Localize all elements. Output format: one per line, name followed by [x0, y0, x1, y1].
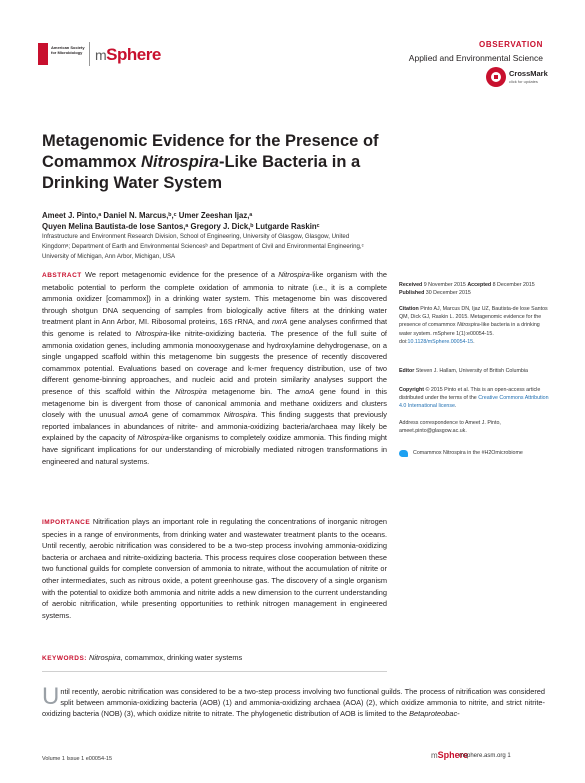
importance-section: IMPORTANCE Nitrification plays an important role in regulating the concentrations of inorganic nitrogen species in a range of environments, from drinking water and wastewater treatment plants to the oceans. Until recently, aerobic nitrification was considered to be a two-step process involving ammonia-oxidizing bacteria or archaea and nitrite-oxidizing bacteria. This process requires close cooperation between these two functional guilds for complete conversion of ammonia to nitrate, without the accumulation of nitrite or other intermediates, such as nitrous oxide, a potent greenhouse gas. The discovery of a single organism with the potential to oxidize both ammonia and nitrite adds a new dimension to the current understanding of aerobic nitrification, while presenting opportunities to rethink nitrogen management in engineered systems. [42, 517, 387, 620]
article-title: Metagenomic Evidence for the Presence of Comammox Nitrospira-Like Bacteria in a Drinking Water System [42, 132, 379, 192]
twitter-hashtag[interactable] [399, 449, 563, 457]
editor-info: Editor Steven J. Hallam, University of British Columbia [399, 368, 528, 374]
importance-label: IMPORTANCE [42, 519, 91, 526]
header-divider [89, 42, 90, 66]
article-type: OBSERVATION [479, 40, 543, 49]
main-text: Until recently, aerobic nitrification was considered to be a two-step process involving two functional guilds. The process of nitrification was considered split between ammonia-oxidizing bacteria (AOB) (1) and ammonia-oxidizing archaea (AOA) (2), which oxidize ammonia to nitrite, and strict nitrite-oxidizing bacteria (NOB) (3), which oxidize nitrite to nitrate. The phylogenetic distribution of AOB is limited to the Betaproteobac- [42, 683, 545, 719]
asm-logo-mark [38, 43, 48, 65]
abstract: ABSTRACT We report metagenomic evidence for the presence of a Nitrospira-like organism with the metabolic potential to perform the complete oxidation of ammonia to nitrate (i.e., it is a complete ammonia oxidizer [comammox]) in a drinking water system. This metagenome bin was discovered through shotgun DNA sequencing of samples from biologically active filters at the drinking water treatment plant in Ann Arbor, MI. Ribosomal proteins, 16S rRNA, and nxrA gene analyses confirmed that this genome is related to Nitrospira-like nitrite-oxidizing bacteria. The presence of the full suite of ammonia oxidation genes, including ammonia monooxygenase and hydroxylamine dehydrogenase, on a single ungapped scaffold within this metagenome bin suggests the presence of recently discovered comammox potential. Evaluations based on coverage and k-mer frequency distribution, use of two different genome-binning approaches, and nucleic acid and protein similarity analyses support the presence of this scaffold within the Nitrospira metagenome bin. The amoA gene found in this metagenome bin is divergent from those of canonical ammonia and methane oxidizers and clusters closely with the unusual amoA gene of comammox Nitrospira. This finding suggests that previously reported imbalances in abundances of nitrite- and ammonia-oxidizing bacteria/archaea may likely be explained by the capacity of Nitrospira-like organisms to completely oxidize ammonia. This finding might have significant implications for our understanding of microbially mediated nitrogen transformations in engineered and natural systems. [42, 270, 387, 466]
correspondence-address: Address correspondence to Ameet J. Pinto, ameet.pinto@glasgow.ac.uk. [399, 420, 501, 435]
crossmark-sublabel: click for updates [509, 79, 538, 84]
citation-info: Citation Pinto AJ, Marcus DN, Ijaz UZ, Bautista-de lose Santos QM, Dick GJ, Raskin L. 2015. Metagenomic evidence for the presence of comammox Nitrospira-like bacteria in a drinking water system. mSphere 1(1):e00054-15. doi:10.1128/mSphere.00054-15. [399, 306, 548, 345]
license-link[interactable]: Creative Commons Attribution 4.0 International license [399, 395, 549, 410]
copyright-info: Copyright © 2015 Pinto et al. This is an open-access article distributed under the terms of the Creative Commons Attribution 4.0 International license. [399, 387, 549, 410]
crossmark-icon [486, 67, 506, 87]
keywords-label: KEYWORDS: [42, 655, 87, 662]
affiliations: Infrastructure and Environment Research Division, School of Engineering, University of Glasgow, Glasgow, United Kingdomᵃ; Department of Earth and Environmental Sciencesᵇ and Department of Civil and Environmental Engineering,ᶜ University of Michigan, Ann Arbor, Michigan, USA [42, 233, 364, 260]
asm-logo [38, 43, 84, 65]
footer-volume-info: Volume 1 Issue 1 e00054-15 [42, 756, 113, 762]
journal-logo-name: Sphere [106, 45, 161, 64]
footer-website-page: msphere.asm.org 1 [459, 753, 511, 759]
crossmark-button[interactable] [486, 66, 546, 90]
article-category: Applied and Environmental Science [408, 53, 543, 63]
keywords: KEYWORDS: Nitrospira, comammox, drinking water systems [42, 653, 243, 662]
author-list [42, 210, 372, 232]
footer-journal-logo: mSphere [431, 750, 469, 760]
dates-info: Received 9 November 2015 Accepted 8 December 2015 Published 30 December 2015 [399, 282, 535, 297]
doi-link[interactable]: 10.1128/mSphere.00054-15 [407, 338, 474, 345]
drop-cap: U [42, 683, 60, 710]
author-line-1: Ameet J. Pinto,ᵃ Daniel N. Marcus,ᵇ,ᶜ Umer Zeeshan Ijaz,ᵃ [42, 211, 253, 220]
abstract-label: ABSTRACT [42, 272, 82, 279]
journal-logo[interactable] [95, 45, 161, 65]
section-divider [42, 671, 387, 672]
twitter-icon [399, 450, 408, 457]
asm-logo-text: American Society for Microbiology [51, 45, 85, 55]
journal-logo-prefix: m [95, 47, 107, 63]
author-line-2: Quyen Melina Bautista-de lose Santos,ᵃ Gregory J. Dick,ᵇ Lutgarde Raskinᶜ [42, 222, 320, 231]
twitter-text: Comammox Nitrospira in the #H2Omicrobiome [413, 450, 523, 456]
crossmark-label: CrossMark [509, 69, 548, 78]
